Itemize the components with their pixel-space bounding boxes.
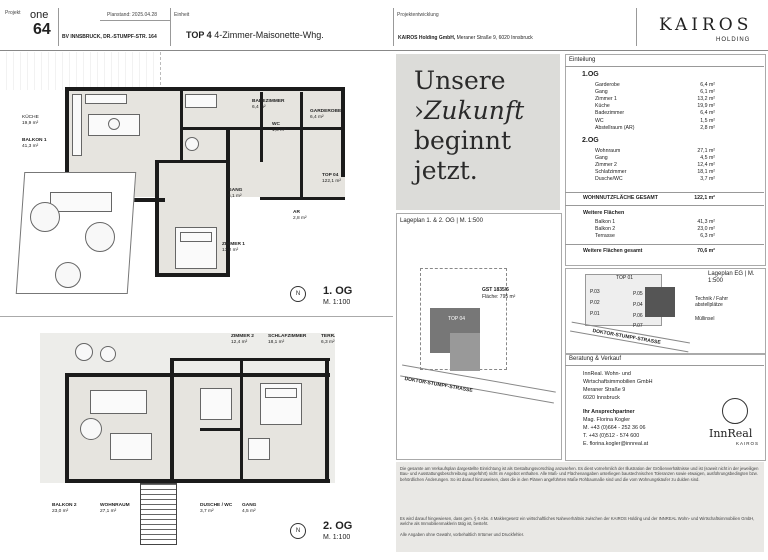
innreal-logo: InnReal — [709, 427, 753, 440]
room-zimmer-2: ZIMMER 2 12,4 m² — [231, 334, 254, 345]
einteilung-2og-table — [595, 147, 715, 183]
developer-line — [398, 35, 533, 41]
developer-address: Meraner Straße 9, 6020 Innsbruck — [456, 35, 533, 41]
area-row: Terrasse 6,3 m² — [595, 232, 715, 239]
room-badezimmer: BADEZIMMER 6,4 m² — [252, 99, 285, 110]
lageplan-1og-street: DOKTOR-STUMPF-STRASSE — [404, 376, 474, 394]
area-row: Gang 6,1 m² — [595, 88, 715, 95]
room-ar: AR 2,8 m² — [293, 210, 307, 221]
floor-title-2og: 2. OG — [323, 520, 353, 532]
slogan-line-4: jetzt. — [414, 156, 478, 185]
area-row: Garderobe 6,4 m² — [595, 81, 715, 88]
wohnnutzflaeche-total: WOHNNUTZFLÄCHE GESAMT 122,1 m² — [583, 195, 715, 201]
area-row: Abstellraum (AR) 2,8 m² — [595, 124, 715, 131]
weitere-table — [595, 218, 715, 240]
innreal-logo-sub: KAIROS — [736, 441, 760, 446]
area-row: WC 1,5 m² — [595, 117, 715, 124]
room-schlafzimmer: SCHLAFZIMMER 18,1 m² — [268, 334, 307, 345]
lageplan-1og-map — [400, 228, 556, 454]
room-kueche: KÜCHE 19,9 m² — [22, 115, 39, 126]
lageplan-eg-street: DOKTOR-STUMPF-STRASSE — [592, 328, 662, 346]
disclaimer-p3: Alle Angaben ohne Gewähr, vorbehaltlich Irrtümer und Druckfehler. — [400, 532, 525, 537]
slogan-line-1: Unsere — [414, 66, 506, 95]
lageplan-eg-note-technik: Technik / Fahrr abstellplätze — [695, 296, 729, 308]
einteilung-1og-title: 1.OG — [582, 71, 599, 78]
parking-spot: P.05 — [633, 291, 643, 297]
parking-spot: P.02 — [590, 300, 600, 306]
slogan-line-3: beginnt — [414, 126, 512, 155]
area-row: Balkon 1 41,3 m² — [595, 218, 715, 225]
area-row: Schlafzimmer 18,1 m² — [595, 169, 715, 176]
einteilung-title: Einteilung — [569, 57, 596, 63]
room-terrasse: TERR. 6,3 m² — [321, 334, 336, 345]
room-wc: WC 1,5 m² — [272, 122, 286, 133]
area-row: Balkon 2 23,0 m² — [595, 225, 715, 232]
weitere-total: Weitere Flächen gesamt 70,6 m² — [583, 248, 715, 254]
einheit-label: Einheit — [174, 12, 190, 18]
contact-mobile: M. +43 (0)664 - 252 36 06 — [583, 425, 646, 431]
planstand: Planstand: 2025.04.28 — [107, 12, 158, 18]
floor-title-1og: 1. OG — [323, 285, 353, 297]
area-row: Zimmer 2 12,4 m² — [595, 161, 715, 168]
north-arrow-1og: N — [290, 286, 306, 302]
project-name-top: one — [30, 9, 49, 21]
area-row: Dusche/WC 3,7 m² — [595, 176, 715, 183]
lageplan-eg-label: Lageplan EG | M. 1:500 — [708, 271, 755, 284]
slogan — [414, 66, 524, 186]
north-arrow-2og: N — [290, 523, 306, 539]
contact-name: Mag. Florina Kogler — [583, 417, 631, 423]
brand-subtitle: HOLDING — [716, 37, 751, 43]
floor-scale-2og: M. 1:100 — [323, 534, 351, 541]
floor-scale-1og: M. 1:100 — [323, 299, 351, 306]
project-address: BV INNSBRUCK, DR.-STUMPF-STR. 164 — [62, 34, 157, 40]
parking-spot: P.07 — [633, 323, 643, 329]
projektentwicklung-label: Projektentwicklung — [397, 12, 439, 18]
room-zimmer-1: ZIMMER 1 13,2 m² — [222, 242, 245, 253]
area-row: Wohnraum 27,1 m² — [595, 147, 715, 154]
parking-spot: P.03 — [590, 289, 600, 295]
room-top-04: TOP 04 122,1 m² — [322, 173, 341, 184]
unit-description: 4-Zimmer-Maisonette-Whg. — [214, 30, 324, 40]
slogan-line-2: ›Zukunft — [414, 96, 525, 125]
project-name-number: 64 — [33, 21, 51, 38]
room-gang-2: GANG 4,5 m² — [242, 503, 257, 514]
disclaimer-p2: Es wird darauf hingewiesen, dass gem. § 6 Abs. 4 Maklergesetz ein wirtschaftliches Naheverhältnis zwischen der KAIROS Holding und der INNREAL Wohn- und Wirtschaftsimmobilien GmbH, welche als Immobilienmaklerin tätig ist, besteht. — [400, 516, 755, 527]
room-gang-1: GANG 6,1 m² — [228, 188, 243, 199]
lageplan-eg-note-muell: Müllinsel — [695, 316, 715, 322]
parking-spot: P.06 — [633, 313, 643, 319]
einteilung-1og-table — [595, 81, 715, 131]
disclaimer-p1: Die gesamte am Verkaufsplan dargestellte Einrichtung ist als Gestaltungsvorschlag anzusehen. Es dient vornehmlich der Illustration der Größenverhältnisse und ist (soweit nicht in der jeweiligen Bau- und Ausstattungsbeschreibung angeführt) nicht im Angebot enthalten. Alle Maß- und Flächenangaben unterliegen baustechnischen Toleranzen sowie etwaigen, ausführungsbedingten bzw. behördlichen Änderungen. So ist darauf hinzuweisen, dass die in den Plänen angeführten Maße Rohbaumaße sind und die vom Wohnungskäufer zu dulden sind. — [400, 466, 759, 482]
contact-title: Ihr Ansprechpartner — [583, 409, 635, 415]
room-balkon-2: BALKON 2 23,0 m² — [52, 503, 77, 514]
lageplan-eg-top: TOP 01 — [616, 275, 634, 281]
area-row: Gang 4,5 m² — [595, 154, 715, 161]
lageplan-1og-flaeche: Fläche: 795 m² — [482, 294, 516, 300]
innreal-emblem-icon — [722, 398, 748, 424]
area-row: Badezimmer 6,4 m² — [595, 110, 715, 117]
room-garderobe: GARDEROBE 6,4 m² — [310, 109, 342, 120]
lageplan-1og-top: TOP 04 — [448, 316, 466, 322]
lageplan-1og-gst: GST 1835/6 — [482, 287, 509, 293]
contact-email[interactable]: E. florina.kogler@innreal.at — [583, 441, 649, 447]
beratung-title: Beratung & Verkauf — [569, 356, 622, 362]
room-balkon-1: BALKON 1 41,3 m² — [22, 138, 47, 149]
area-row: Zimmer 1 13,2 m² — [595, 95, 715, 102]
unit-title — [186, 30, 324, 40]
beratung-company: InnReal. Wohn- und Wirtschaftsimmobilien GmbH Meraner Straße 9 6020 Innsbruck Ihr Ansprechpartner Mag. Florina Kogler M. +43 (0)664 - 252 36 06 T. +43 (0)512 - 574 600 E. florina.kogler@innreal.at — [583, 371, 653, 447]
room-dusche-wc: DUSCHE / WC 3,7 m² — [200, 503, 233, 514]
header-bar — [0, 0, 768, 51]
developer-name: KAIROS Holding GmbH, — [398, 35, 456, 41]
einteilung-2og-title: 2.OG — [582, 137, 599, 144]
lageplan-1og-label: Lageplan 1. & 2. OG | M. 1:500 — [400, 218, 483, 224]
projekt-label: Projekt — [5, 10, 21, 16]
contact-phone: T. +43 (0)512 - 574 600 — [583, 433, 640, 439]
area-row: Küche 19,9 m² — [595, 103, 715, 110]
unit-name: TOP 4 — [186, 30, 212, 40]
parking-spot: P.01 — [590, 311, 600, 317]
parking-spot: P.04 — [633, 302, 643, 308]
room-wohnraum: WOHNRAUM 27,1 m² — [100, 503, 130, 514]
weitere-title: Weitere Flächen — [583, 210, 625, 216]
brand-logo: KAIROS — [659, 15, 753, 35]
